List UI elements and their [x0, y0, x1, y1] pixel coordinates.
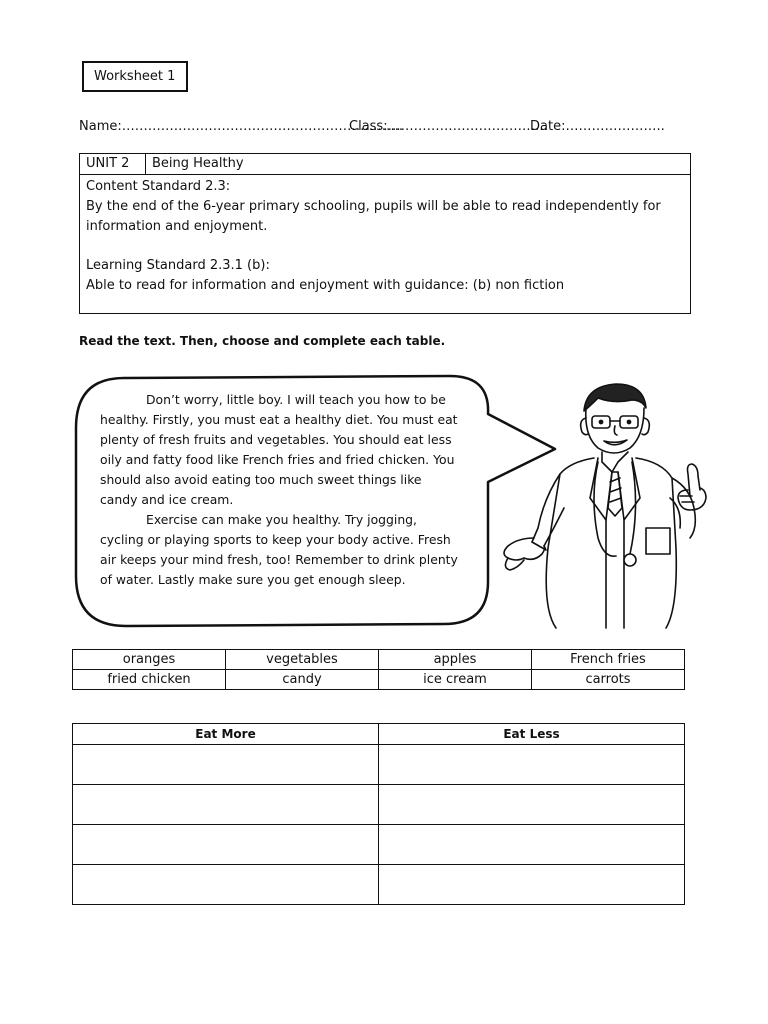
- word-cell: fried chicken: [73, 670, 226, 690]
- table-row: [73, 745, 685, 785]
- word-bank-table: [72, 649, 685, 690]
- doctor-illustration: [494, 378, 714, 630]
- name-field[interactable]: Name:………………………………………………………..: [79, 119, 403, 134]
- eat-less-header: Eat Less: [379, 724, 685, 745]
- unit-info-box: [79, 153, 691, 314]
- speech-paragraph-1: Don’t worry, little boy. I will teach you how to be healthy. Firstly, you must eat a healthy diet. You must eat plenty of fresh fruits and vegetables. You should eat less oily and fatty food like French fries and fried chicken. You should also avoid eating too much sweet things like candy and ice cream.: [100, 392, 458, 507]
- word-cell: French fries: [532, 650, 685, 670]
- word-cell: carrots: [532, 670, 685, 690]
- table-row: [73, 785, 685, 825]
- word-cell: ice cream: [379, 670, 532, 690]
- unit-title: Being Healthy: [152, 156, 244, 171]
- learning-standard-title: Learning Standard 2.3.1 (b):: [86, 258, 270, 273]
- word-cell: apples: [379, 650, 532, 670]
- table-row: [73, 825, 685, 865]
- eat-more-answer-cell[interactable]: [73, 825, 379, 865]
- content-standard-title: Content Standard 2.3:: [86, 179, 231, 194]
- instruction-text: Read the text. Then, choose and complete each table.: [79, 334, 446, 348]
- word-cell: vegetables: [226, 650, 379, 670]
- content-standard-text: By the end of the 6-year primary schooling, pupils will be able to read independently for information and enjoyment.: [86, 199, 661, 234]
- table-row: [73, 865, 685, 905]
- word-cell: oranges: [73, 650, 226, 670]
- table-header-row: [73, 724, 685, 745]
- eat-more-answer-cell[interactable]: [73, 785, 379, 825]
- unit-code: UNIT 2: [80, 154, 146, 174]
- word-bank-row: [73, 650, 685, 670]
- eat-more-header: Eat More: [73, 724, 379, 745]
- unit-header: [80, 154, 690, 175]
- spacer: [86, 237, 684, 256]
- unit-body: [80, 175, 690, 296]
- eat-more-answer-cell[interactable]: [73, 865, 379, 905]
- worksheet-title: Worksheet 1: [82, 61, 188, 92]
- word-bank-row: [73, 670, 685, 690]
- date-field[interactable]: Date:…………………..: [530, 119, 665, 134]
- word-cell: candy: [226, 670, 379, 690]
- learning-standard-text: Able to read for information and enjoyment with guidance: (b) non fiction: [86, 278, 565, 293]
- eat-less-answer-cell[interactable]: [379, 865, 685, 905]
- eat-less-answer-cell[interactable]: [379, 825, 685, 865]
- eat-less-answer-cell[interactable]: [379, 745, 685, 785]
- speech-paragraph-2: Exercise can make you healthy. Try jogging, cycling or playing sports to keep your body active. Fresh air keeps your mind fresh, too! Remember to drink plenty of water. Lastly make sure you get enough sleep.: [100, 512, 458, 587]
- class-field[interactable]: Class:……………………………….: [349, 119, 548, 134]
- eat-less-answer-cell[interactable]: [379, 785, 685, 825]
- speech-text: [100, 390, 462, 590]
- eat-more-answer-cell[interactable]: [73, 745, 379, 785]
- eat-more-less-table: [72, 723, 685, 905]
